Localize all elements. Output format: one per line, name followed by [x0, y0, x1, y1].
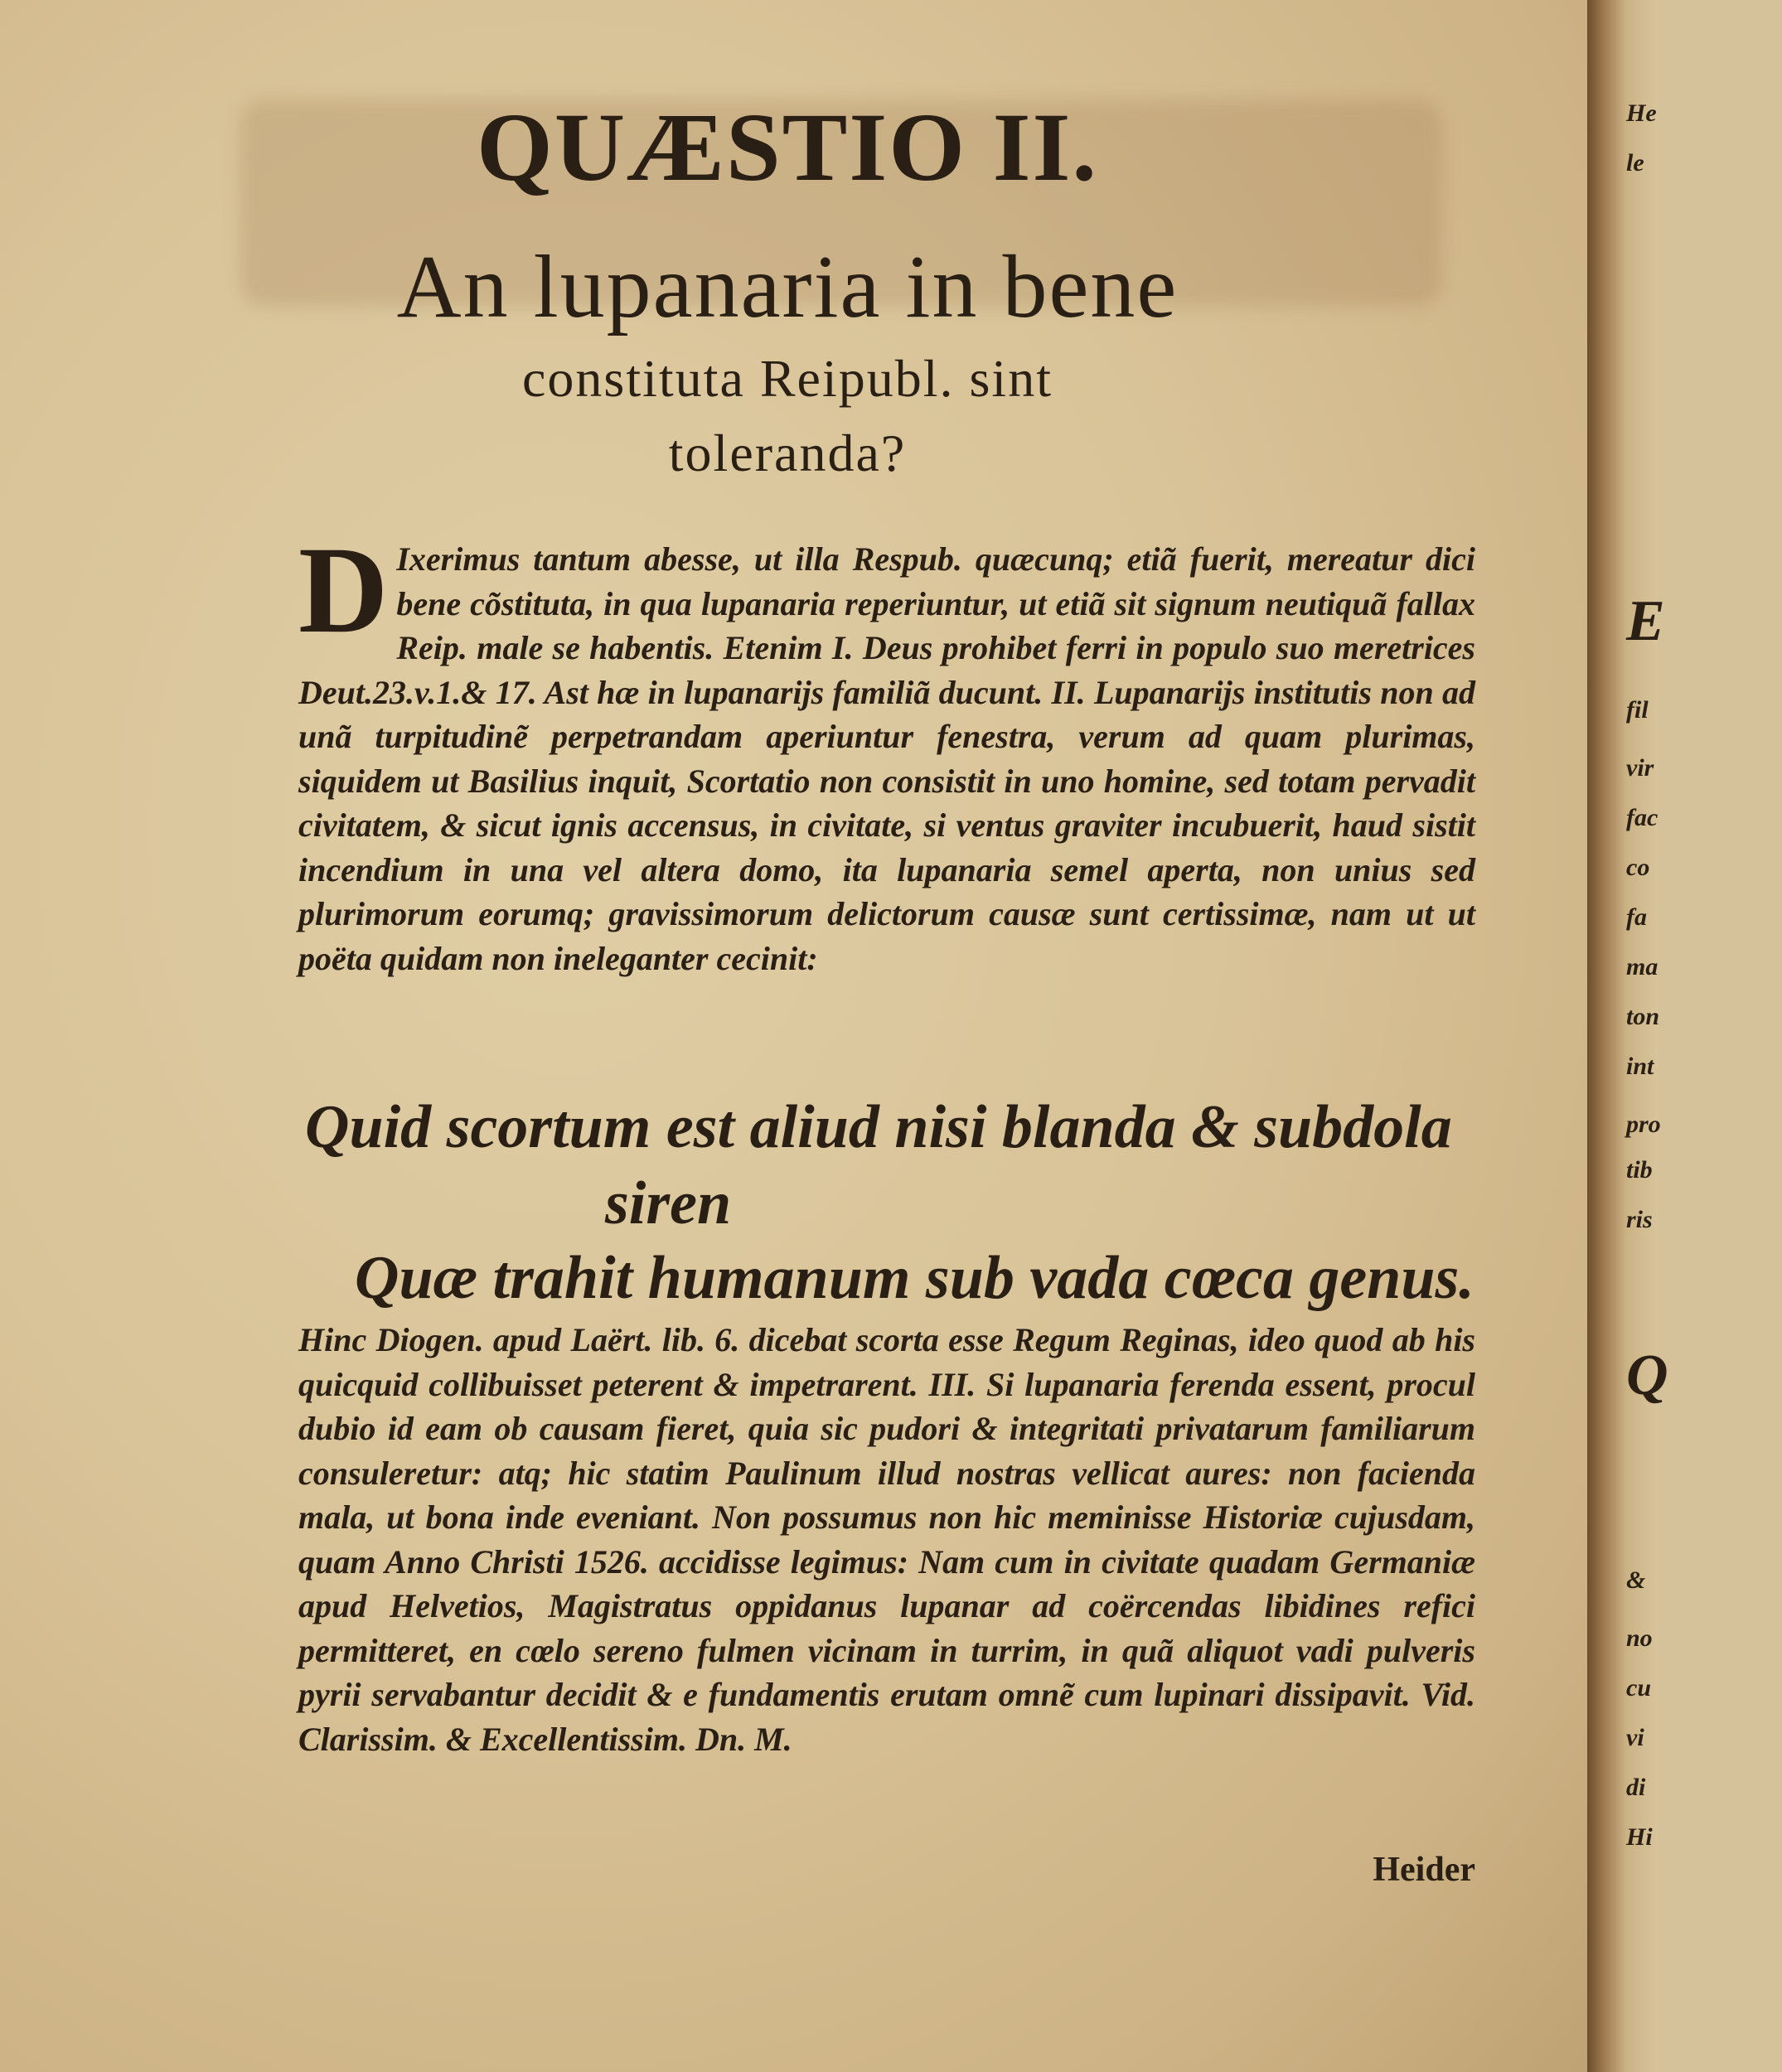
facing-page-fragment: ma: [1626, 953, 1659, 980]
facing-page-fragment: fil: [1626, 696, 1649, 724]
facing-page-fragment: fa: [1626, 903, 1647, 931]
facing-page-fragment: int: [1626, 1053, 1654, 1080]
catchword: Heider: [1373, 1851, 1475, 1889]
title-line-2: constituta Reipubl. sint: [522, 349, 1053, 408]
paragraph-2: Hinc Diogen. apud Laërt. lib. 6. dicebat scorta esse Regum Reginas, ideo quod ab his quicquid collibuisset peterent & impetrarent. III. Si lupanaria ferenda essent, procul dubio id eam ob causam fieret, quia sic pudori & integritati privatarum familiarum consuleretur: atq; hic statim Paulinum illud nostras vellicat aures: non facienda mala, ut bona inde eveniant. Non possumus non hic meminisse Historiæ cujusdam, quam Anno Christi 1526. accidisse legimus: Nam cum in civitate quadam Germaniæ apud Helvetios, Magistratus oppidanus lupanar ad coërcendas libidines refici permitteret, en cœlo sereno fulmen vicinam in turrim, in quã aliquot vadi pulveris pyrii servabantur decidit & e fundamentis erutam omnẽ cum lupinari dissipavit. Vid. Clarissim. & Excellentissim. Dn. M.: [298, 1321, 1475, 1758]
paragraph-1-text: Ixerimus tantum abesse, ut illa Respub. quæcunq; etiã fuerit, mereatur dici bene cõstituta, in qua lupanaria reperiuntur, ut etiã sit signum neutiquã fallax Reip. male se habentis. Etenim I. Deus prohibet ferri in populo suo meretrices Deut.23.v.1.& 17. Ast hæ in lupanarijs familiã ducunt. II. Lupanarijs institutis non ad unã turpitudinẽ perpetrandam aperiuntur fenestra, verum ad quam plurimas, siquidem ut Basilius inquit, Scortatio non consistit in uno homine, sed totam pervadit civitatem, & sicut ignis accensus, in civitate, si ventus graviter incubuerit, haud sistit incendium in una vel altera domo, ita lupanaria semel aperta, non unius sed plurimorum eorumq; gravissimorum delictorum causæ sunt certissimæ, nam ut ut poëta quidam non ineleganter cecinit:: [298, 540, 1475, 977]
facing-page-fragment: no: [1626, 1624, 1653, 1652]
facing-page-fragment: pro: [1626, 1111, 1661, 1138]
facing-page-fragment: co: [1626, 854, 1650, 881]
facing-page-fragment: tib: [1626, 1156, 1653, 1184]
facing-page-fragment: &: [1626, 1566, 1646, 1594]
facing-page-fragment: Hi: [1626, 1823, 1653, 1851]
facing-page-fragments: [1623, 0, 1668, 2072]
facing-page-fragment: le: [1626, 149, 1644, 177]
facing-page-fragment: ton: [1626, 1003, 1660, 1030]
facing-page-fragment: vir: [1626, 754, 1654, 782]
title-line-1: An lupanaria in bene: [396, 238, 1179, 336]
facing-page-fragment: di: [1626, 1774, 1646, 1801]
title-line-3: toleranda?: [668, 424, 907, 482]
drop-cap: D: [298, 521, 389, 659]
question-label: QUÆSTIO II.: [477, 93, 1098, 201]
facing-page-fragment: E: [1626, 589, 1665, 653]
facing-page-fragment: Q: [1626, 1343, 1668, 1407]
facing-page-fragment: fac: [1626, 804, 1659, 831]
facing-page-fragment: He: [1626, 99, 1657, 127]
paragraph-1: [298, 521, 1475, 980]
verse-line-3: Quæ trahit humanum sub vada cœca genus.: [355, 1244, 1475, 1312]
facing-page-fragment: cu: [1626, 1674, 1651, 1702]
facing-page-fragment: vi: [1626, 1724, 1644, 1751]
verse-line-1: Quid scortum est aliud nisi blanda & subdola: [305, 1093, 1452, 1161]
verse-line-2: siren: [605, 1169, 732, 1237]
facing-page-fragment: ris: [1626, 1206, 1653, 1233]
